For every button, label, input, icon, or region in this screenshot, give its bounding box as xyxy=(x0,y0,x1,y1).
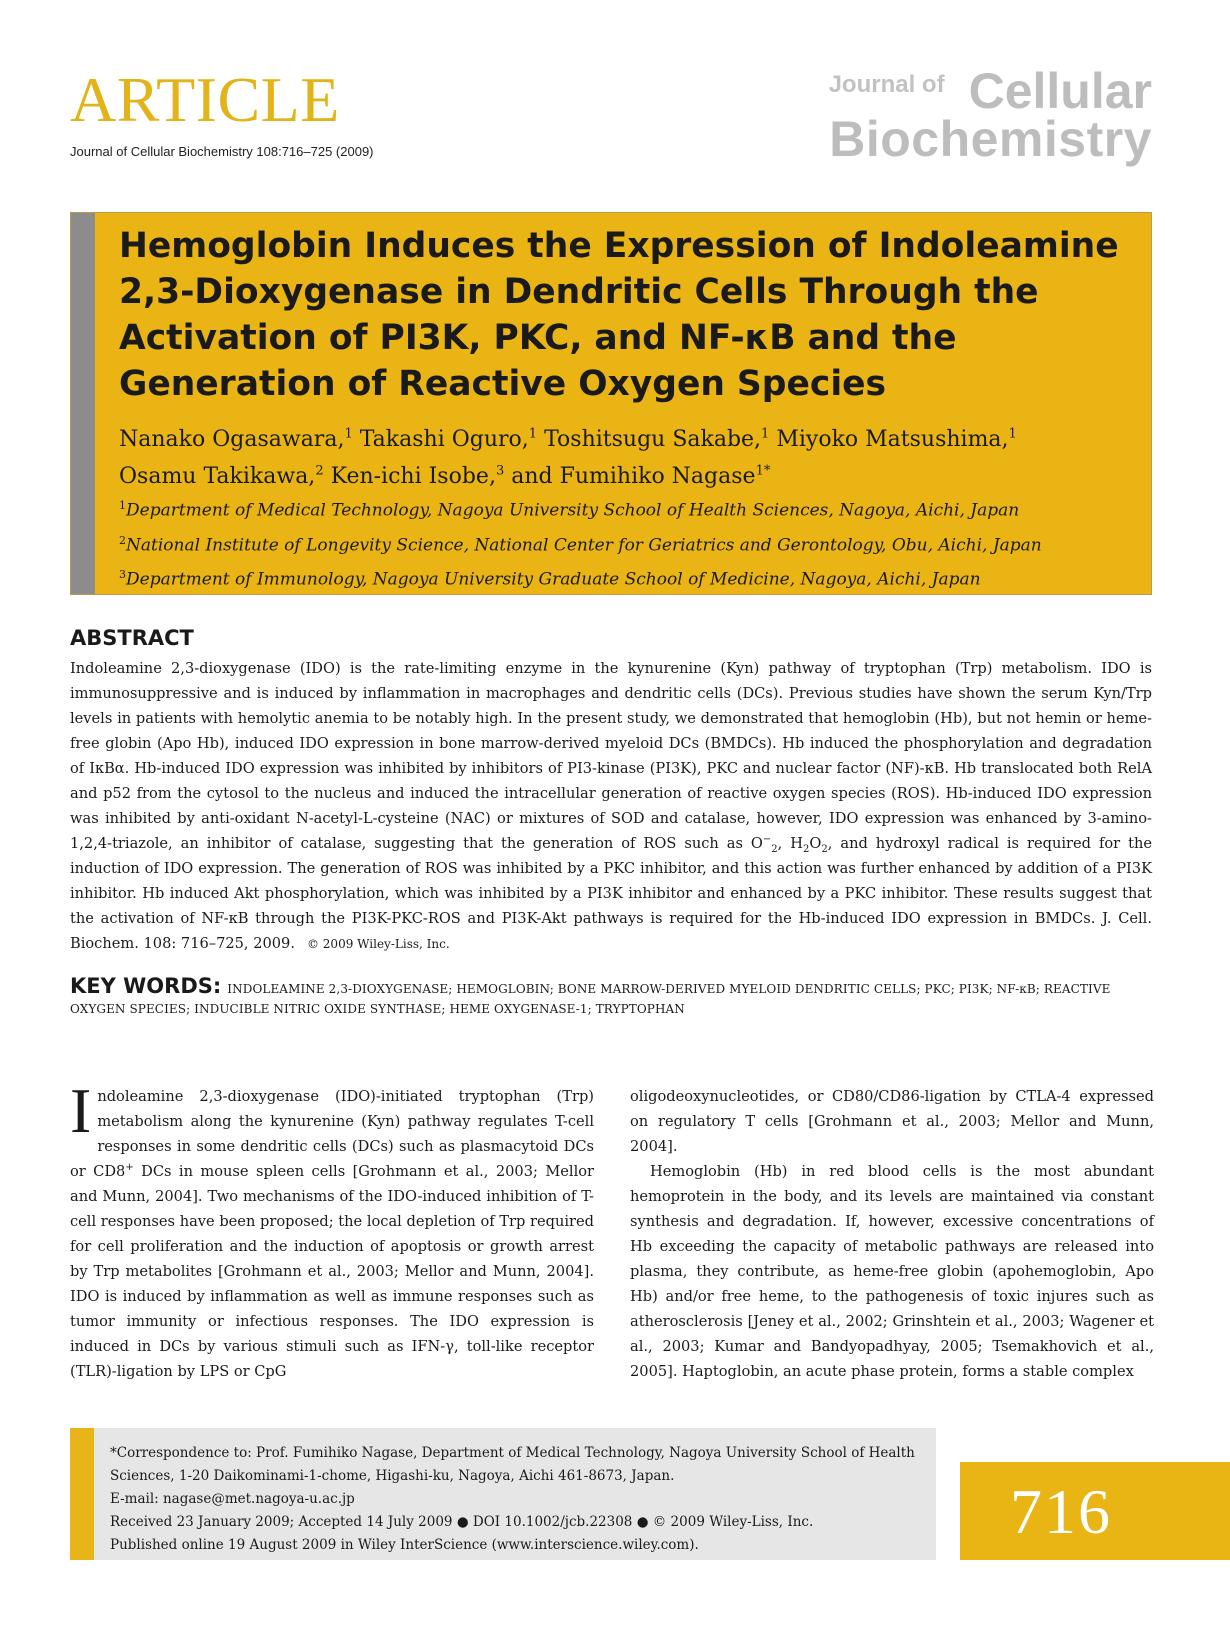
citation-line: Journal of Cellular Biochemistry 108:716–725 (2009) xyxy=(70,144,374,159)
footer-text xyxy=(110,1442,930,1557)
correspondence-text: *Correspondence to: Prof. Fumihiko Nagase, Department of Medical Technology, Nagoya University School of Health Sciences, 1-20 Daikominami-1-chome, Higashi-ku, Nagoya, Aichi 461-8673, Japan. xyxy=(110,1445,915,1484)
abstract-copyright: © 2009 Wiley-Liss, Inc. xyxy=(306,937,450,951)
author: Osamu Takikawa,$^2$ xyxy=(119,463,324,489)
received-text: Received 23 January 2009; Accepted 14 July 2009 ● DOI 10.1002/jcb.22308 ● © 2009 Wiley-Liss, Inc. xyxy=(110,1514,814,1530)
affiliation: $^3$Department of Immunology, Nagoya University Graduate School of Medicine, Nagoya, Aichi, Japan xyxy=(119,568,981,590)
body-paragraph: Hemoglobin (Hb) in red blood cells is the most abundant hemoprotein in the body, and its levels are maintained via constant synthesis and degradation. If, however, excessive concentrations of Hb exceeding the capacity of metabolic pathways are released into plasma, they contribute, as heme-free globin (apohemoglobin, Apo Hb) and/or free heme, to the pathogenesis of toxic injures such as atherosclerosis [Jeney et al., 2002; Grinshtein et al., 2003; Wagener et al., 2003; Kumar and Bandyopadhyay, 2005; Tsemakhovich et al., 2005]. Haptoglobin, an acute phase protein, forms a stable complex xyxy=(630,1163,1154,1380)
drop-cap: I xyxy=(70,1075,92,1146)
abstract-heading: ABSTRACT xyxy=(70,626,194,650)
affiliation-list xyxy=(119,491,1139,595)
title-box xyxy=(70,212,1152,595)
author: Nanako Ogasawara,$^1$ xyxy=(119,427,353,453)
journal-of-text: Journal of xyxy=(828,71,945,98)
author: Takashi Oguro,$^1$ xyxy=(359,427,538,453)
body-paragraph: Indoleamine 2,3-dioxygenase (IDO)-initiated tryptophan (Trp) metabolism along the kynurenine (Kyn) pathway regulates T-cell responses in some dendritic cells (DCs) such as plasmacytoid DCs or CD8+ DCs in mouse spleen cells [Grohmann et al., 2003; Mellor and Munn, 2004]. Two mechanisms of the IDO-induced inhibition of T-cell responses have been proposed; the local depletion of Trp required for cell proliferation and the induction of apoptosis or growth arrest by Trp metabolites [Grohmann et al., 2003; Mellor and Munn, 2004]. IDO is induced by inflammation as well as immune responses such as tumor immunity or infectious responses. The IDO expression is induced in DCs by various stimuli such as IFN-γ, toll-like receptor (TLR)-ligation by LPS or CpG xyxy=(70,1075,595,1380)
journal-biochemistry-text: Biochemistry xyxy=(829,111,1152,167)
correspondence-box xyxy=(70,1428,936,1560)
journal-cellular-text: Cellular xyxy=(968,63,1152,119)
published-text: Published online 19 August 2009 in Wiley InterScience (www.interscience.wiley.com). xyxy=(110,1537,699,1553)
keywords-text: INDOLEAMINE 2,3-DIOXYGENASE; HEMOGLOBIN; BONE MARROW-DERIVED MYELOID DENDRITIC CELLS; PKC; PI3K; NF-κB; REACTIVE OXYGEN SPECIES; INDUCIBLE NITRIC OXIDE SYNTHASE; HEME OXYGENASE-1; TRYPTOPHAN xyxy=(70,982,1111,1016)
title-box-sidebar xyxy=(71,213,95,594)
author: and Fumihiko Nagase$^{1*}$ xyxy=(511,463,771,489)
author: Ken-ichi Isobe,$^3$ xyxy=(330,463,505,489)
article-title: Hemoglobin Induces the Expression of Indoleamine 2,3-Dioxygenase in Dendritic Cells Through the Activation of PI3K, PKC, and NF-κB and the Generation of Reactive Oxygen Species xyxy=(119,226,1119,404)
page-number: 716 xyxy=(1010,1476,1112,1547)
body-paragraph: oligodeoxynucleotides, or CD80/CD86-ligation by CTLA-4 expressed on regulatory T cells [Grohmann et al., 2003; Mellor and Munn, 2004]. xyxy=(630,1088,1154,1155)
email-text: E-mail: nagase@met.nagoya-u.ac.jp xyxy=(110,1491,355,1507)
body-column-right xyxy=(630,1084,1154,1384)
keywords-label: KEY WORDS: xyxy=(70,974,222,998)
affiliation: $^1$Department of Medical Technology, Nagoya University School of Health Sciences, Nagoya, Aichi, Japan xyxy=(119,499,1020,521)
journal-logo xyxy=(828,63,1152,167)
author-list xyxy=(119,419,1139,492)
article-label: ARTICLE xyxy=(70,64,340,135)
keywords-block xyxy=(70,976,1152,1019)
page-number-box xyxy=(960,1462,1230,1560)
author: Miyoko Matsushima,$^1$ xyxy=(776,427,1017,453)
author: Toshitsugu Sakabe,$^1$ xyxy=(544,427,770,453)
affiliation: $^2$National Institute of Longevity Science, National Center for Geriatrics and Gerontology, Obu, Aichi, Japan xyxy=(119,533,1042,556)
abstract-body: Indoleamine 2,3-dioxygenase (IDO) is the rate-limiting enzyme in the kynurenine (Kyn) pathway of tryptophan (Trp) metabolism. IDO is immunosuppressive and is induced by inflammation in macrophages and dendritic cells (DCs). Previous studies have shown the serum Kyn/Trp levels in patients with hemolytic anemia to be notably high. In the present study, we demonstrated that hemoglobin (Hb), but not hemin or heme-free globin (Apo Hb), induced IDO expression in bone marrow-derived myeloid DCs (BMDCs). Hb induced the phosphorylation and degradation of IκBα. Hb-induced IDO expression was inhibited by inhibitors of PI3-kinase (PI3K), PKC and nuclear factor (NF)-κB. Hb translocated both RelA and p52 from the cytosol to the nucleus and induced the intracellular generation of reactive oxygen species (ROS). Hb-induced IDO expression was inhibited by anti-oxidant N-acetyl-L-cysteine (NAC) or mixtures of SOD and catalase, however, IDO expression was enhanced by 3-amino-1,2,4-triazole, an inhibitor of catalase, suggesting that the generation of ROS such as $O^-_2$, $H_2O_2$, and hydroxyl radical is required for the induction of IDO expression. The generation of ROS was inhibited by a PKC inhibitor, and this action was further enhanced by addition of a PI3K inhibitor. Hb induced Akt phosphorylation, which was inhibited by a PI3K inhibitor and enhanced by a PKC inhibitor. These results suggest that the activation of NF-κB through the PI3K-PKC-ROS and PI3K-Akt pathways is required for the Hb-induced IDO expression in BMDCs. J. Cell. Biochem. 108: 716–725, 2009. © 2009 Wiley-Liss, Inc. xyxy=(70,660,1152,952)
body-column-left xyxy=(70,1075,595,1384)
footer-sidebar xyxy=(70,1428,94,1560)
